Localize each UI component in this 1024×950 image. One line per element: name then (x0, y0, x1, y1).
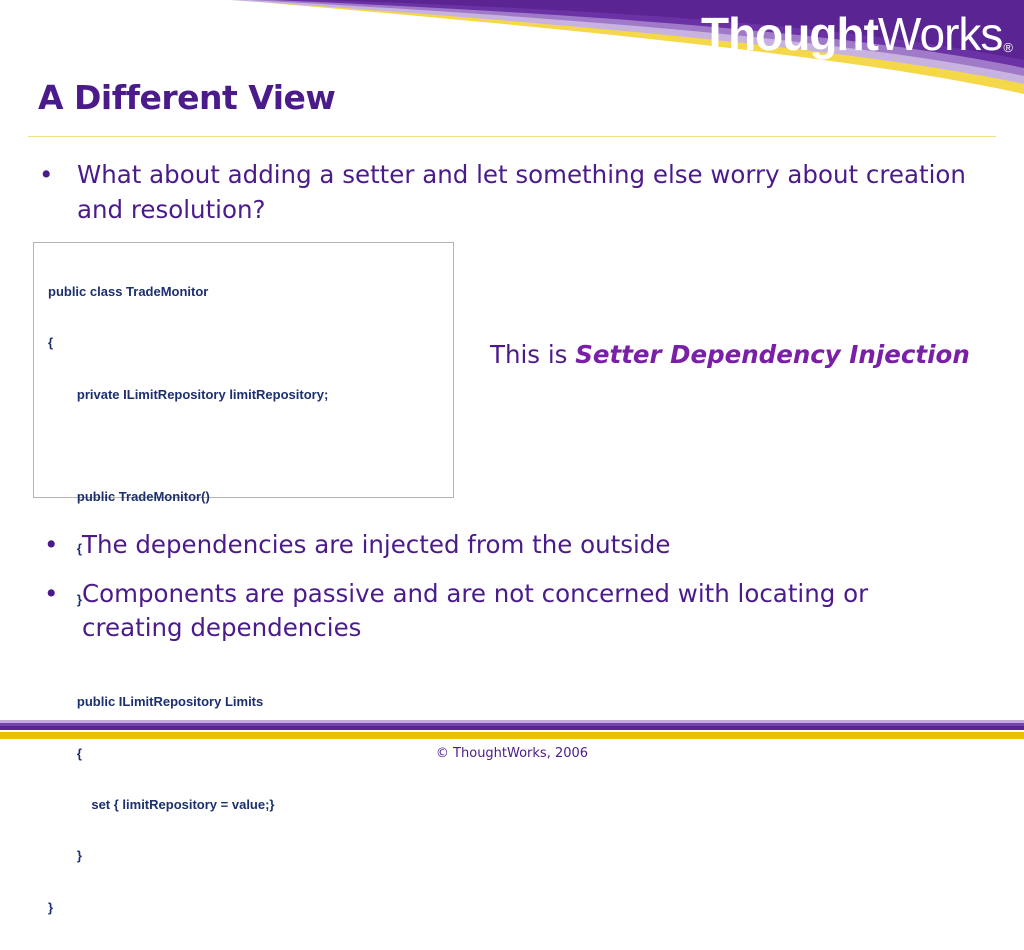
thoughtworks-logo (701, 8, 1012, 60)
note-prefix: This is (490, 340, 576, 369)
logo-registered-mark: ® (1003, 40, 1012, 55)
summary-bullet: • Components are passive and are not concerned with locating or creating dependencies (42, 577, 942, 645)
note-emphasis: Setter Dependency Injection (575, 340, 970, 369)
code-line: { (48, 540, 82, 556)
code-line: public TradeMonitor() (48, 489, 210, 505)
intro-bullet-list (37, 157, 1002, 227)
summary-bullet: • The dependencies are injected from the outside (42, 528, 942, 562)
code-line: public ILimitRepository Limits (48, 694, 264, 710)
code-line: public class TradeMonitor (48, 284, 209, 300)
code-line: private ILimitRepository limitRepository; (48, 386, 329, 402)
intro-bullet: • What about adding a setter and let something else worry about creation and resolution? (37, 157, 1002, 227)
title-divider (28, 136, 996, 137)
summary-bullet-list (42, 528, 942, 660)
code-line: } (48, 848, 82, 864)
copyright-footer: © ThoughtWorks, 2006 (435, 746, 589, 761)
code-line: set { limitRepository = value;} (48, 797, 275, 812)
footer-stripes (0, 720, 1024, 740)
logo-bold-text: Thought (700, 8, 878, 60)
code-line (48, 437, 328, 454)
code-line: } (48, 591, 82, 607)
code-line: } (48, 899, 54, 915)
code-line: { (48, 745, 82, 761)
injection-note (490, 340, 970, 369)
logo-regular-text: Works (877, 8, 1003, 60)
code-line: { (48, 335, 54, 351)
slide-title: A Different View (38, 78, 336, 117)
